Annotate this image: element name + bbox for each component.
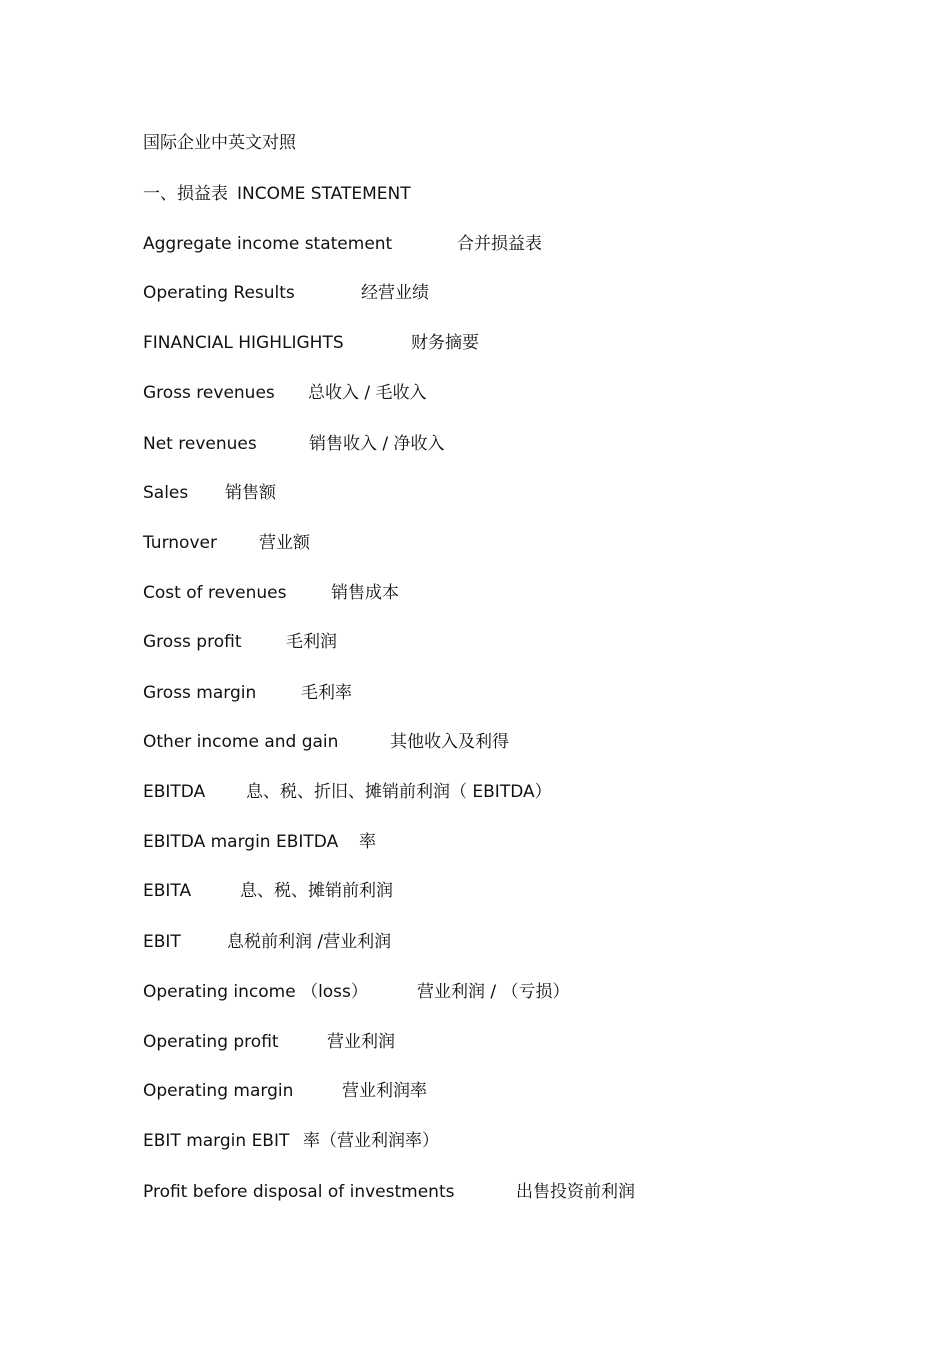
term-chinese: 息税前利润 /营业利润	[227, 932, 392, 952]
term-chinese: 毛利润	[286, 632, 337, 652]
section-heading	[143, 182, 411, 206]
term-chinese: 率	[359, 832, 376, 852]
term-chinese: 营业利润	[327, 1032, 395, 1052]
term-english: Operating profit	[143, 1032, 279, 1052]
term-chinese: 经营业绩	[361, 283, 429, 303]
term-chinese: 营业利润 / （亏损）	[417, 982, 570, 1002]
term-english: EBITDA margin EBITDA	[143, 832, 339, 852]
term-chinese: 销售额	[225, 483, 276, 503]
document-title: 国际企业中英文对照	[143, 133, 296, 153]
term-chinese: 总收入 / 毛收入	[308, 383, 427, 403]
term-english: EBIT margin EBIT	[143, 1131, 290, 1151]
term-english: Operating income （loss）	[143, 982, 368, 1002]
term-english: Gross margin	[143, 683, 257, 703]
term-english: EBITDA	[143, 782, 206, 802]
term-english: Gross revenues	[143, 383, 275, 403]
term-chinese: 率（营业利润率）	[303, 1131, 439, 1151]
term-english: Cost of revenues	[143, 583, 287, 603]
term-chinese: 营业利润率	[342, 1081, 427, 1101]
term-chinese: 财务摘要	[411, 333, 479, 353]
term-chinese: 息、税、摊销前利润	[240, 881, 393, 901]
term-chinese: 出售投资前利润	[516, 1182, 635, 1202]
term-chinese: 毛利率	[301, 683, 352, 703]
section-number: 一、损益表	[143, 184, 228, 204]
term-english: Turnover	[143, 533, 217, 553]
term-english: Sales	[143, 483, 189, 503]
term-chinese: 销售成本	[331, 583, 399, 603]
term-chinese: 其他收入及利得	[390, 732, 509, 752]
term-english: EBITA	[143, 881, 192, 901]
term-english: Operating Results	[143, 283, 295, 303]
term-english: Operating margin	[143, 1081, 294, 1101]
section-title: INCOME STATEMENT	[237, 184, 411, 204]
term-english: Profit before disposal of investments	[143, 1182, 455, 1202]
term-english: Gross profit	[143, 632, 242, 652]
term-chinese: 销售收入 / 净收入	[309, 434, 445, 454]
term-english: FINANCIAL HIGHLIGHTS	[143, 333, 344, 353]
term-english: Net revenues	[143, 434, 257, 454]
term-english: EBIT	[143, 932, 181, 952]
term-chinese: 营业额	[259, 533, 310, 553]
term-english: Aggregate income statement	[143, 234, 393, 254]
term-chinese: 息、税、折旧、摊销前利润（ EBITDA）	[246, 782, 552, 802]
term-english: Other income and gain	[143, 732, 339, 752]
term-chinese: 合并损益表	[457, 234, 542, 254]
